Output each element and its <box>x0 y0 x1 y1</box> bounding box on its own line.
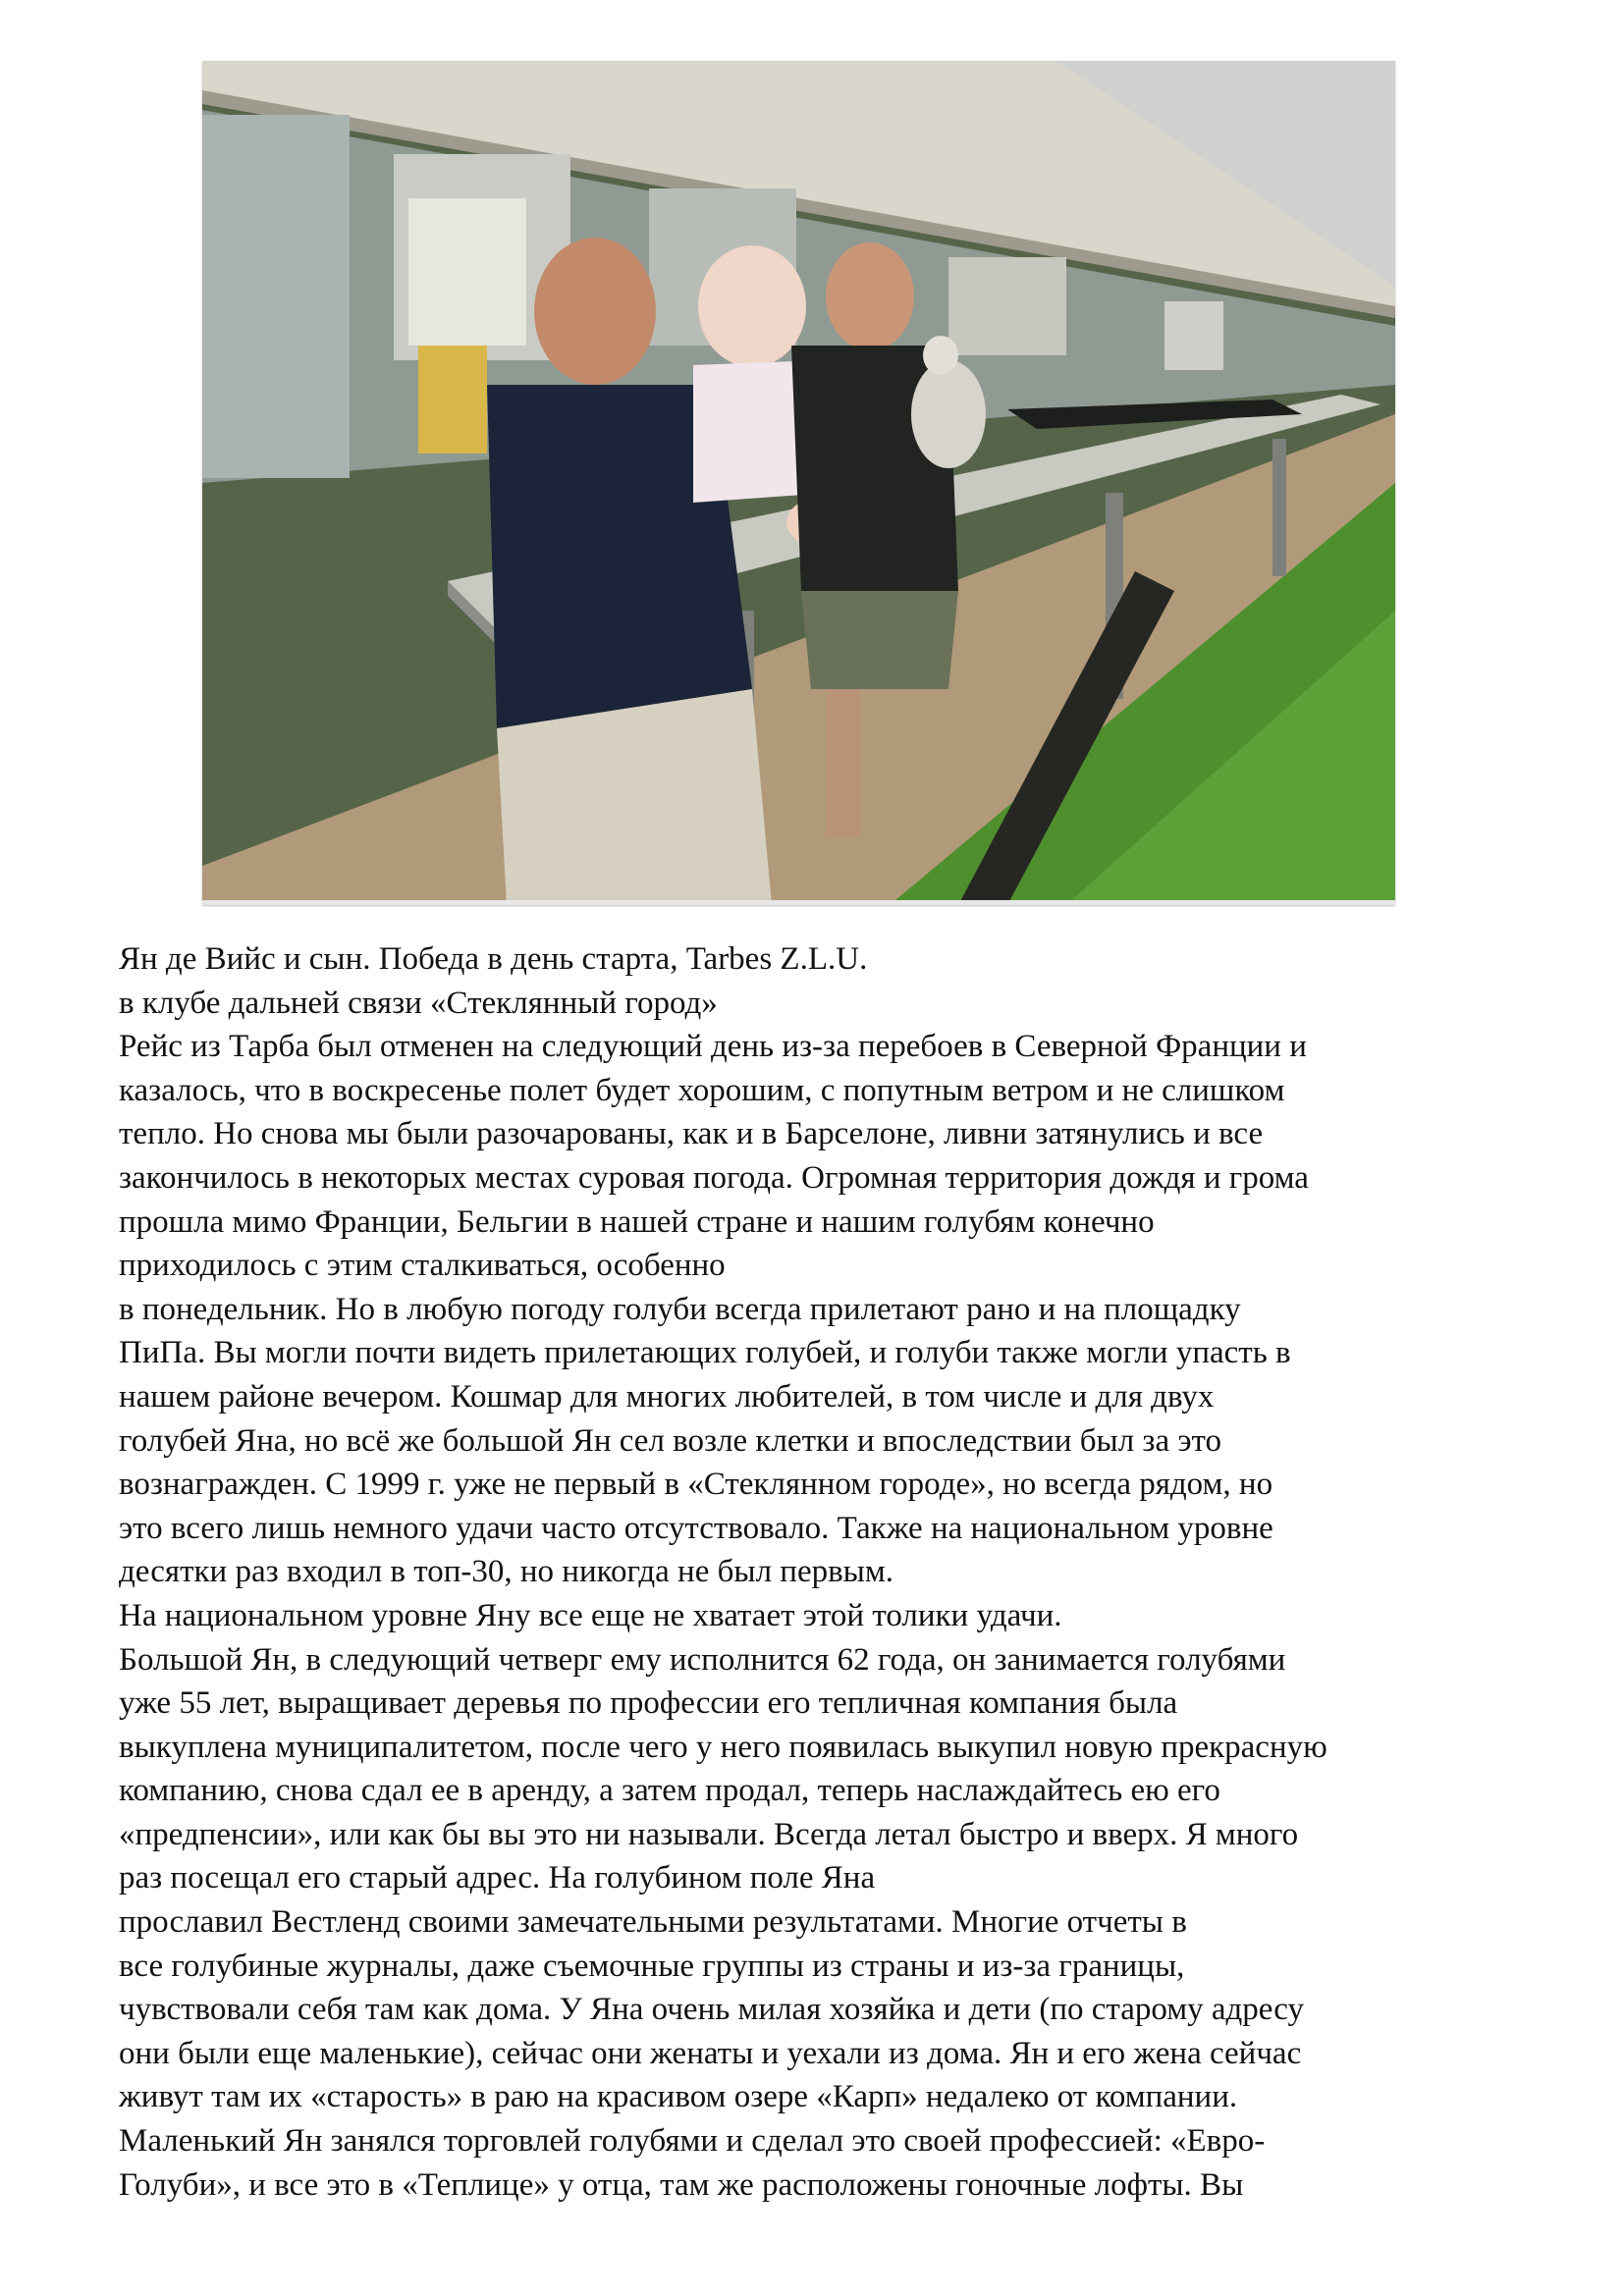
article-line: компанию, снова сдал ее в аренду, а затем продал, теперь наслаждайтесь ею его <box>119 1773 1220 1809</box>
article-line: они были еще маленькие), сейчас они женаты и уехали из дома. Ян и его жена сейчас <box>119 2035 1302 2071</box>
article-line: «предпенсии», или как бы вы это ни называли. Всегда летал быстро и вверх. Я много <box>119 1816 1299 1852</box>
article-line: Большой Ян, в следующий четверг ему исполнится 62 года, он занимается голубями <box>119 1641 1286 1678</box>
photo-people-pigeon-loft-icon <box>202 61 1395 905</box>
article-line: живут там их «старость» в раю на красивом озере «Карп» недалеко от компании. <box>119 2079 1238 2115</box>
article-line: вознагражден. С 1999 г. уже не первый в «Стеклянном городе», но всегда рядом, но <box>119 1467 1273 1503</box>
article-line: приходилось с этим сталкиваться, особенно <box>119 1248 726 1284</box>
article-line: Голуби», и все это в «Теплице» у отца, там же расположены гоночные лофты. Вы <box>119 2166 1244 2203</box>
article-line: голубей Яна, но всё же большой Ян сел возле клетки и впоследствии был за это <box>119 1422 1222 1459</box>
article-line: На национальном уровне Яну все еще не хватает этой толики удачи. <box>119 1597 1062 1633</box>
photo <box>202 61 1395 905</box>
article-line: казалось, что в воскресенье полет будет хорошим, с попутным ветром и не слишком <box>119 1072 1285 1108</box>
article-line: прославил Вестленд своими замечательными результатами. Многие отчеты в <box>119 1904 1187 1941</box>
article-line: раз посещал его старый адрес. На голубином поле Яна <box>119 1860 876 1896</box>
article-line: в понедельник. Но в любую погоду голуби всегда прилетают рано и на площадку <box>119 1291 1241 1327</box>
article-line: Ян де Вийс и сын. Победа в день старта, Tarbes Z.L.U. <box>119 941 868 977</box>
article-line: тепло. Но снова мы были разочарованы, как и в Барселоне, ливни затянулись и все <box>119 1116 1264 1152</box>
article-line: прошла мимо Франции, Бельгии в нашей стране и нашим голубям конечно <box>119 1203 1155 1240</box>
article-line: десятки раз входил в топ-30, но никогда не был первым. <box>119 1554 893 1590</box>
article-line: нашем районе вечером. Кошмар для многих любителей, в том числе и для двух <box>119 1378 1215 1415</box>
article-line: все голубиные журналы, даже съемочные группы из страны и из-за границы, <box>119 1948 1185 1984</box>
article-line: ПиПа. Вы могли почти видеть прилетающих голубей, и голуби также могли упасть в <box>119 1335 1291 1371</box>
article-line: это всего лишь немного удачи часто отсутствовало. Также на национальном уровне <box>119 1510 1273 1546</box>
article-line: выкуплена муниципалитетом, после чего у него появилась выкупил новую прекрасную <box>119 1729 1327 1765</box>
article-line: в клубе дальней связи «Стеклянный город» <box>119 985 718 1021</box>
article-line: Рейс из Тарба был отменен на следующий день из-за перебоев в Северной Франции и <box>119 1029 1307 1065</box>
article-line: Маленький Ян занялся торговлей голубями и сделал это своей профессией: «Евро- <box>119 2123 1266 2160</box>
article-line: чувствовали себя там как дома. У Яна очень милая хозяйка и дети (по старому адресу <box>119 1992 1304 2028</box>
article-text <box>119 937 1572 2207</box>
article-line: закончилось в некоторых местах суровая погода. Огромная территория дождя и грома <box>119 1159 1309 1196</box>
article-line: уже 55 лет, выращивает деревья по профессии его тепличная компания была <box>119 1685 1178 1722</box>
